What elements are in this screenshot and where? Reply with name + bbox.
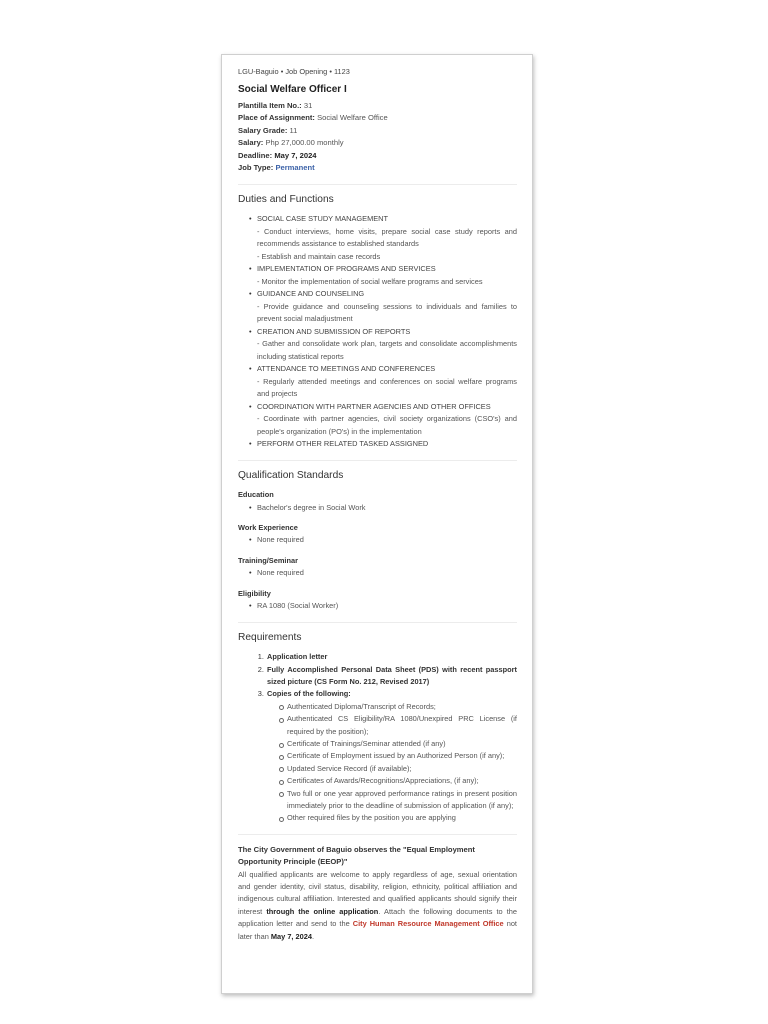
duty-description: - Establish and maintain case records — [257, 251, 381, 261]
job-title: Social Welfare Officer I — [238, 84, 347, 96]
duty-item — [257, 326, 517, 364]
duty-item — [257, 363, 517, 401]
duty-description: - Provide guidance and counseling sessions to individuals and families to prevent social maladjustment — [257, 301, 517, 324]
requirements-heading: Requirements — [238, 631, 302, 643]
meta-row — [238, 137, 517, 150]
duty-description: - Coordinate with partner agencies, civil society organizations (CSO's) and people's organization (PO's) in the implementation — [257, 414, 517, 436]
qualification-item: • RA 1080 (Social Worker) — [257, 600, 517, 613]
meta-row — [238, 100, 517, 113]
meta-value: May 7, 2024 — [274, 150, 317, 160]
duty-heading: • IMPLEMENTATION OF PROGRAMS AND SERVICES — [257, 264, 436, 274]
eeop-deadline: May 7, 2024 — [270, 931, 312, 941]
meta-row — [238, 162, 517, 175]
requirement-item — [266, 664, 517, 689]
duty-description: - Regularly attended meetings and conferences on social welfare programs and projects — [257, 376, 517, 399]
requirement-subitem: Updated Service Record (if available); — [287, 763, 517, 775]
duty-heading: • COORDINATION WITH PARTNER AGENCIES AND OTHER OFFICES — [257, 401, 491, 411]
meta-label: Plantilla Item No.: — [238, 100, 302, 110]
eeop-text: not later than — [238, 919, 517, 941]
requirement-subitem: Certificates of Awards/Recognitions/Appreciations, (if any); — [287, 775, 517, 787]
requirement-text: 2. Fully Accomplished Personal Data Sheet (PDS) with recent passport sized picture (CS Form No. 212, Revised 2017) — [267, 664, 517, 686]
qualification-item: • Bachelor's degree in Social Work — [257, 502, 517, 515]
qualification-item: • None required — [257, 567, 517, 580]
meta-value: 11 — [289, 125, 298, 135]
duty-description: - Monitor the implementation of social welfare programs and services — [257, 276, 483, 286]
eeop-body — [238, 869, 517, 943]
meta-label: Salary Grade: — [238, 125, 288, 135]
requirement-sublist — [267, 701, 517, 825]
chrmo-office-link[interactable]: City Human Resource Management Office — [352, 919, 504, 929]
meta-label: Job Type: — [238, 163, 274, 173]
eeop-text: . Attach the following documents to the application letter and send to the — [238, 906, 517, 929]
meta-label: Salary: — [238, 138, 264, 148]
requirement-subitem: Authenticated Diploma/Transcript of Records; — [287, 701, 517, 713]
qualification-item: • None required — [257, 534, 517, 547]
job-meta — [238, 100, 517, 175]
requirement-subitem: Other required files by the position you are applying — [287, 812, 517, 824]
requirement-subitem: Certificate of Trainings/Seminar attended (if any) — [287, 738, 517, 750]
requirement-text: 1. Application letter — [267, 652, 328, 662]
duty-heading: • CREATION AND SUBMISSION OF REPORTS — [257, 326, 411, 336]
duty-description: - Conduct interviews, home visits, prepare social case study reports and recommends assistance to established standards — [257, 226, 517, 249]
eeop-text: . — [311, 931, 315, 941]
divider — [238, 184, 517, 185]
duty-item — [257, 288, 517, 326]
breadcrumb: LGU-Baguio • Job Opening • 1123 — [238, 67, 350, 76]
duty-item — [257, 213, 517, 263]
qualification-items — [238, 502, 517, 515]
duty-description: - Gather and consolidate work plan, targets and consolidate accomplishments including statistical reports — [257, 339, 517, 361]
qualification-label: Training/Seminar — [238, 555, 298, 565]
qualification-items — [238, 600, 517, 613]
divider — [238, 622, 517, 623]
qualification-label: Eligibility — [238, 588, 271, 598]
divider — [238, 460, 517, 461]
requirement-subitem: Certificate of Employment issued by an Authorized Person (if any); — [287, 750, 517, 762]
requirements-list — [238, 651, 517, 825]
duties-heading: Duties and Functions — [238, 193, 334, 205]
meta-row — [238, 112, 517, 125]
duty-heading: • GUIDANCE AND COUNSELING — [257, 289, 365, 299]
requirement-item — [266, 688, 517, 824]
meta-label: Deadline: — [238, 150, 273, 160]
meta-row — [238, 125, 517, 138]
meta-value: Social Welfare Office — [317, 113, 388, 123]
requirement-item — [266, 651, 517, 663]
meta-value: Permanent — [275, 163, 315, 173]
qualification-items — [238, 567, 517, 580]
duty-heading: • PERFORM OTHER RELATED TASKED ASSIGNED — [257, 439, 429, 449]
eeop-heading: The City Government of Baguio observes the "Equal Employment Opportunity Principle (EEOP)" — [238, 844, 475, 867]
meta-label: Place of Assignment: — [238, 113, 315, 123]
qualification-items — [238, 534, 517, 547]
duty-heading: • SOCIAL CASE STUDY MANAGEMENT — [257, 214, 389, 224]
requirement-text: 3. Copies of the following: — [267, 689, 351, 699]
eeop-text: All qualified applicants are welcome to apply regardless of age, sexual orientation and gender identity, civil status, disability, religion, ethnicity, political affiliation and indigenous cultural affiliation. Interested and qualified applicants should signify their interest — [238, 869, 517, 916]
meta-row — [238, 150, 517, 163]
meta-value: 31 — [303, 100, 313, 110]
divider — [238, 834, 517, 835]
qualification-label: Education — [238, 490, 274, 500]
qualification-label: Work Experience — [238, 523, 298, 533]
qualifications-list — [238, 489, 517, 613]
online-application-text: through the online application — [266, 906, 379, 916]
requirement-subitem: Authenticated CS Eligibility/RA 1080/Unexpired PRC License (if required by the position); — [287, 713, 517, 738]
meta-value: Php 27,000.00 monthly — [265, 138, 344, 148]
duties-list — [238, 213, 517, 451]
job-posting-card — [221, 54, 533, 994]
duty-item — [257, 401, 517, 439]
duty-item — [257, 263, 517, 288]
requirement-subitem: Two full or one year approved performance ratings in present position immediately prior to the deadline of submission of application (if any); — [287, 788, 517, 813]
duty-item — [257, 438, 517, 451]
duty-heading: • ATTENDANCE TO MEETINGS AND CONFERENCES — [257, 364, 436, 374]
qualifications-heading: Qualification Standards — [238, 469, 344, 481]
